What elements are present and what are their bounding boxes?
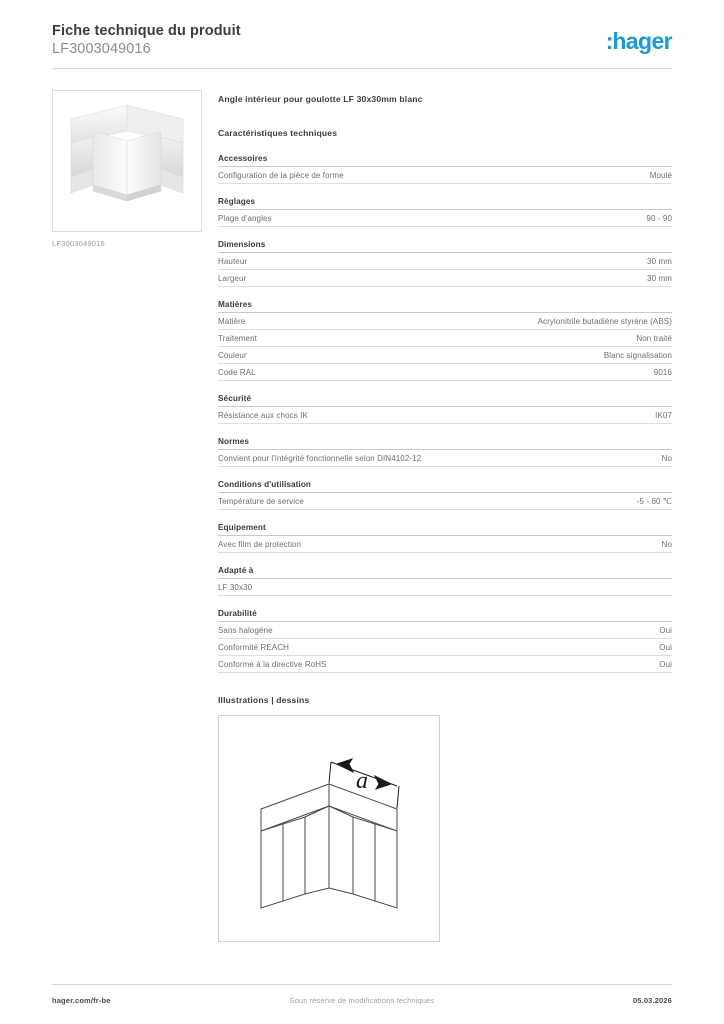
logo-wordmark: hager <box>612 28 672 54</box>
product-photo-caption: LF3003049016 <box>52 239 105 248</box>
product-photo-inner-corner-icon <box>53 91 201 231</box>
spec-group <box>218 437 672 467</box>
spec-label: Résistance aux chocs IK <box>218 410 308 420</box>
spec-row <box>218 253 672 270</box>
spec-row <box>218 450 672 467</box>
spec-label: Matière <box>218 316 246 326</box>
spec-value: Moulé <box>649 170 672 180</box>
spec-value: -5 - 60 ℃ <box>636 496 672 506</box>
spec-row <box>218 407 672 424</box>
product-photo-frame <box>52 90 202 232</box>
spec-value: Oui <box>659 642 672 652</box>
spec-group-heading: Dimensions <box>218 240 672 253</box>
spec-row <box>218 167 672 184</box>
spec-row <box>218 639 672 656</box>
spec-value: 30 mm <box>647 273 672 283</box>
spec-label: Température de service <box>218 496 304 506</box>
page-title: Fiche technique du produit <box>52 23 241 39</box>
spec-group-heading: Normes <box>218 437 672 450</box>
header-divider <box>52 68 672 69</box>
spec-row <box>218 210 672 227</box>
spec-row <box>218 579 672 596</box>
spec-row <box>218 536 672 553</box>
spec-group-heading: Matières <box>218 300 672 313</box>
spec-value: Non traité <box>636 333 672 343</box>
spec-row <box>218 364 672 381</box>
spec-label: Plage d'angles <box>218 213 272 223</box>
product-name: Angle intérieur pour goulotte LF 30x30mm blanc <box>218 94 423 104</box>
spec-row <box>218 347 672 364</box>
spec-value: No <box>661 539 672 549</box>
spec-row <box>218 622 672 639</box>
spec-group <box>218 197 672 227</box>
spec-value: 30 mm <box>647 256 672 266</box>
logo-colon-icon: : <box>605 28 613 54</box>
spec-value: Oui <box>659 659 672 669</box>
spec-value: 9016 <box>653 367 672 377</box>
main-content <box>218 94 672 942</box>
spec-label: Hauteur <box>218 256 248 266</box>
spec-label: Code RAL <box>218 367 256 377</box>
footer-website-link[interactable]: hager.com/fr-be <box>52 996 111 1005</box>
spec-label: Couleur <box>218 350 247 360</box>
spec-label: Avec film de protection <box>218 539 302 549</box>
page-footer <box>52 996 672 1010</box>
dimension-label-a: a <box>356 768 368 794</box>
spec-value: IK07 <box>655 410 672 420</box>
technical-drawing-frame <box>218 715 440 942</box>
spec-label: Conformité REACH <box>218 642 289 652</box>
spec-label: Traitement <box>218 333 257 343</box>
spec-row <box>218 313 672 330</box>
spec-group <box>218 480 672 510</box>
spec-group-heading: Réglages <box>218 197 672 210</box>
product-thumbnail-block <box>52 90 204 248</box>
spec-group-heading: Accessoires <box>218 154 672 167</box>
spec-value: 90 - 90 <box>646 213 672 223</box>
technical-drawing-inner-corner-icon <box>219 716 439 941</box>
footer-divider <box>52 984 672 985</box>
spec-group-heading: Durabilité <box>218 609 672 622</box>
spec-row <box>218 270 672 287</box>
spec-group-heading: Conditions d'utilisation <box>218 480 672 493</box>
footer-date: 05.03.2026 <box>632 996 672 1005</box>
spec-group <box>218 240 672 287</box>
spec-value: Blanc signalisation <box>603 350 672 360</box>
spec-label: Conforme à la directive RoHS <box>218 659 327 669</box>
spec-value: Oui <box>659 625 672 635</box>
spec-label: LF 30x30 <box>218 582 253 592</box>
spec-group-heading: Equipement <box>218 523 672 536</box>
specifications-table <box>218 154 672 673</box>
spec-value: Acrylonitrile butadiène styrène (ABS) <box>537 316 672 326</box>
technical-characteristics-title: Caractéristiques techniques <box>218 128 338 138</box>
illustrations-title: Illustrations | dessins <box>218 695 310 705</box>
spec-group <box>218 300 672 381</box>
spec-label: Configuration de la pièce de forme <box>218 170 344 180</box>
spec-group <box>218 566 672 596</box>
spec-group-heading: Sécurité <box>218 394 672 407</box>
spec-label: Convient pour l'intégrité fonctionnelle selon DIN4102-12 <box>218 453 422 463</box>
page-subtitle-product-ref: LF3003049016 <box>52 41 151 57</box>
footer-disclaimer: Sous réserve de modifications techniques <box>289 996 435 1005</box>
spec-row <box>218 493 672 510</box>
spec-value: No <box>661 453 672 463</box>
spec-row <box>218 656 672 673</box>
hager-logo <box>606 28 672 54</box>
spec-group <box>218 523 672 553</box>
spec-group <box>218 609 672 673</box>
page-header <box>52 22 672 64</box>
spec-group <box>218 154 672 184</box>
spec-label: Sans halogène <box>218 625 273 635</box>
spec-group-heading: Adapté à <box>218 566 672 579</box>
spec-group <box>218 394 672 424</box>
spec-row <box>218 330 672 347</box>
spec-label: Largeur <box>218 273 247 283</box>
